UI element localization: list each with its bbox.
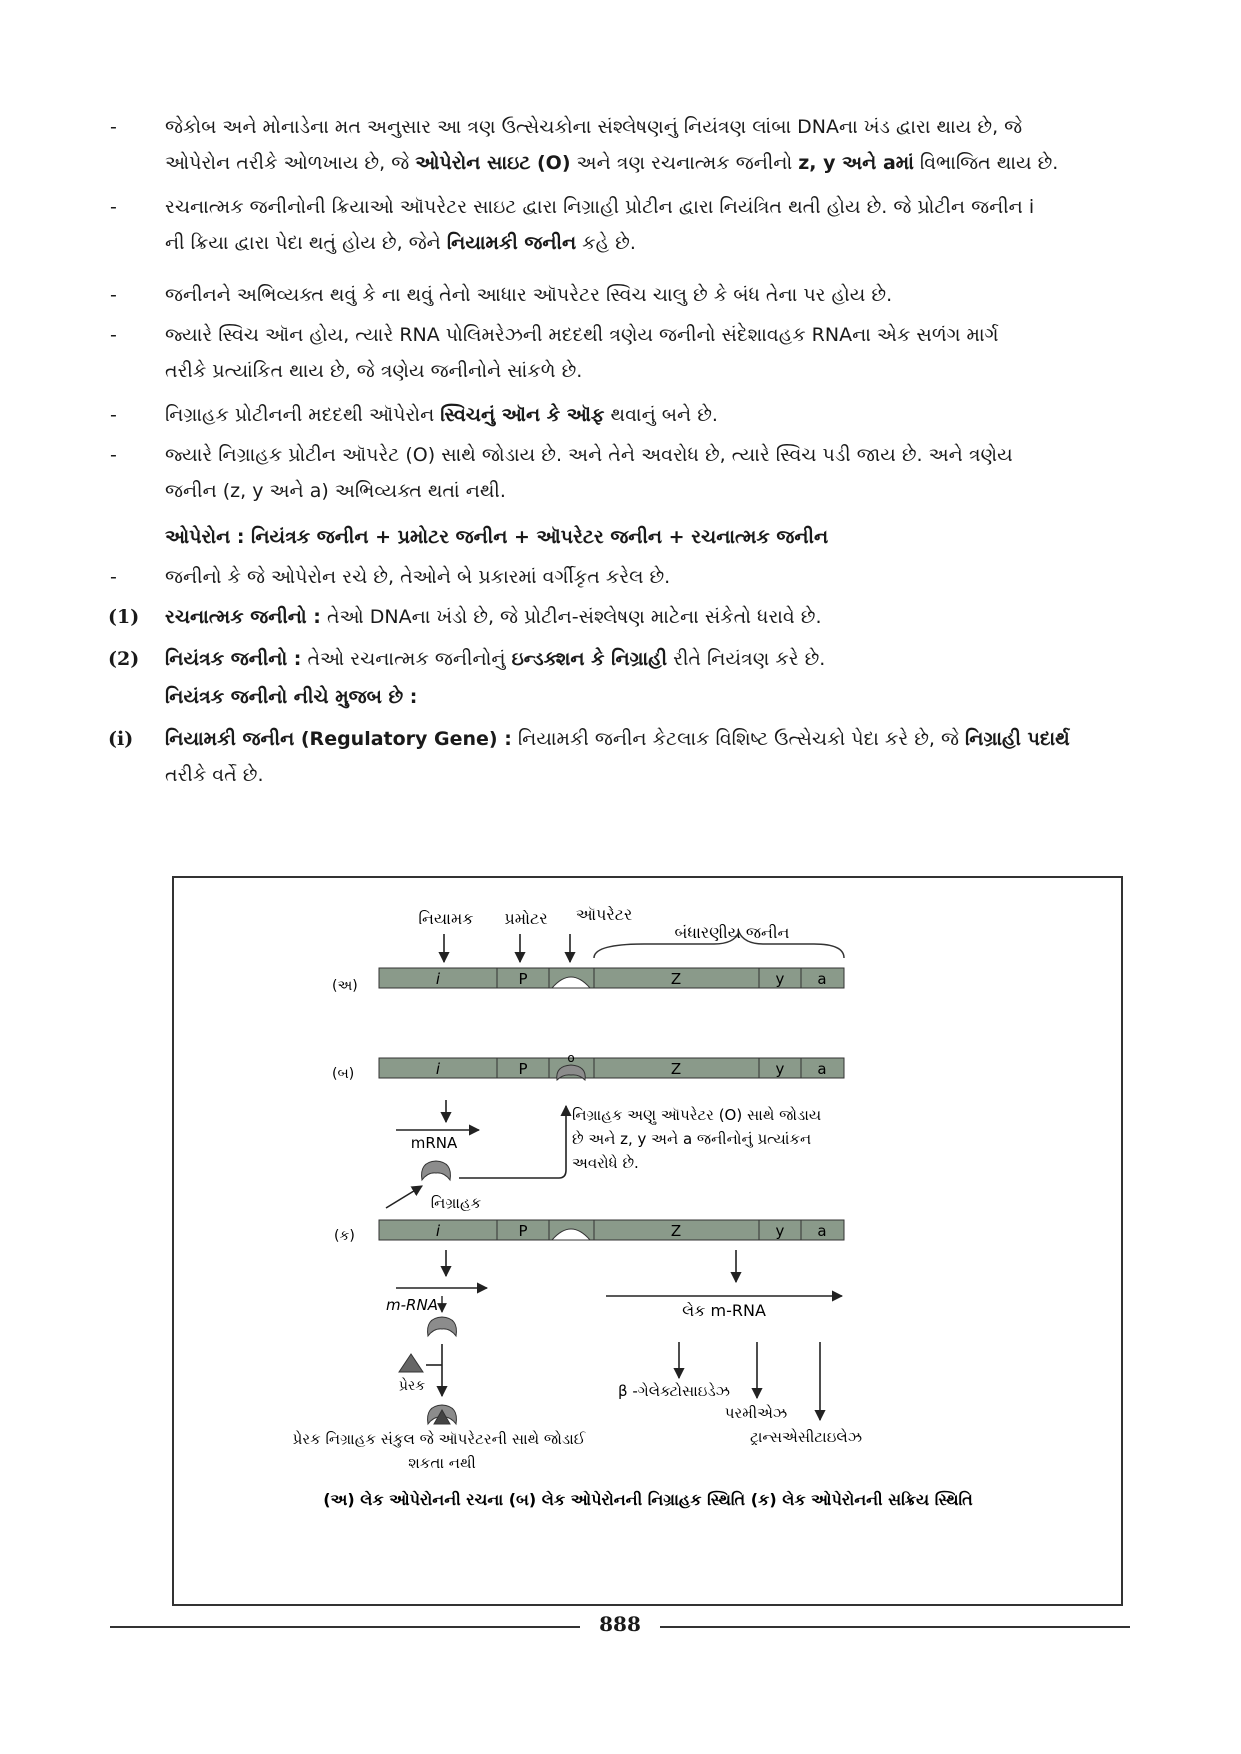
paragraph-line (165, 686, 417, 708)
text-run: જનીન (z, y અને a) અભિવ્યક્ત થતાં નથી. (165, 480, 506, 502)
bold-text: z, y અને aમાં (798, 152, 914, 174)
paragraph-line (165, 648, 825, 670)
footer-rule-right (660, 1626, 1130, 1628)
promoter-label: પ્રમોટર (504, 909, 548, 928)
paragraph-line (165, 116, 1022, 138)
bullet-dash: - (110, 324, 117, 346)
bullet-dash: - (110, 566, 117, 588)
seg-o-b: o (567, 1051, 575, 1065)
seg-a-b: a (817, 1060, 827, 1078)
text-run: જ્યારે નિગ્રાહક પ્રોટીન ઑપરેટ (O) સાથે જોડાય છે. અને તેને અવરોધ છે, ત્યારે સ્વિચ પડી જાય છે. અને ત્રણેય (165, 444, 1013, 466)
text-run: અને ત્રણ રચનાત્મક જનીનો (570, 152, 799, 174)
transacetylase-label: ટ્રાન્સએસીટાઇલેઝ (749, 1428, 863, 1446)
structural-genes-label: બંધારણીય જનીન (674, 923, 790, 942)
repressor-note-3: અવરોધે છે. (572, 1154, 639, 1172)
seg-y-c: y (775, 1222, 785, 1240)
row-a-label: (અ) (332, 978, 358, 994)
complex-note-1: પ્રેરક નિગ્રાહક સંકુલ જે ઑપરેટરની સાથે જોડાઈ (292, 1430, 586, 1448)
item-marker: (i) (108, 728, 134, 750)
row-c-label: (ક) (334, 1228, 355, 1244)
repressor-note-2: છે અને z, y અને a જનીનોનું પ્રત્યાંકન (572, 1130, 812, 1148)
text-run: તરીકે પ્રત્યાંકિત થાય છે, જે ત્રણેય જનીનોને સાંકળે છે. (165, 360, 583, 382)
bold-text: નિયામકી જનીન (Regulatory Gene) : (165, 728, 512, 750)
text-run: જ્યારે સ્વિચ ઑન હોય, ત્યારે RNA પોલિમરેઝની મદદથી ત્રણેય જનીનો સંદેશાવહક RNAના એક સળંગ માર્ગ (165, 324, 999, 346)
paragraph-line (165, 284, 892, 306)
text-run: નિગ્રાહક પ્રોટીનની મદદથી ઑપેરોન (165, 404, 441, 426)
paragraph-line (165, 728, 1070, 750)
bullet-dash: - (110, 444, 117, 466)
inducer-triangle (399, 1354, 423, 1372)
text-run: તરીકે વર્તે છે. (165, 764, 264, 786)
gene-bar-b (379, 1058, 844, 1078)
bold-text: નિયામકી જનીન (446, 232, 577, 254)
bold-text: નિગ્રાહી પદાર્થ (965, 728, 1070, 750)
bullet-dash: - (110, 404, 117, 426)
complex-note-2: શકતા નથી (408, 1454, 476, 1472)
bold-text: નિયંત્રક જનીનો નીચે મુજબ છે : (165, 686, 418, 708)
paragraph-line (165, 196, 1034, 218)
text-run: વિભાજિત થાય છે. (913, 152, 1059, 174)
operon-diagram (174, 878, 1121, 1604)
figure-caption: (અ) લેક ઓપેરોનની રચના (બ) લેક ઓપેરોનની નિગ્રાહક સ્થિતિ (ક) લેક ઓપેરોનની સક્રિય સ્થિતિ (323, 1490, 973, 1509)
operator-label: ઑપરેટર (575, 905, 633, 924)
seg-i-b: i (435, 1060, 441, 1078)
text-run: થવાનું બને છે. (604, 404, 718, 426)
lac-operon-figure (172, 876, 1123, 1606)
paragraph-line (165, 526, 828, 548)
mrna-b-label: mRNA (410, 1134, 458, 1152)
bold-text: નિયંત્રક જનીનો : (165, 648, 302, 670)
permease-label: પરમીએઝ (724, 1404, 788, 1422)
row-b-label: (બ) (332, 1066, 355, 1082)
text-run: રચનાત્મક જનીનોની ક્રિયાઓ ઑપરેટર સાઇટ દ્વારા નિગ્રાહી પ્રોટીન દ્વારા નિયંત્રિત થતી હોય છે. જે પ્રોટીન જનીન i (165, 196, 1035, 218)
paragraph-line (165, 764, 264, 786)
repressor-to-operator-arrow (459, 1106, 566, 1178)
text-run: નિયામકી જનીન કેટલાક વિશિષ્ટ ઉત્સેચકો પેદા કરે છે, જે (511, 728, 965, 750)
seg-a-a: a (817, 970, 827, 988)
text-run: તેઓ રચનાત્મક જનીનોનું (301, 648, 512, 670)
bold-text: રચનાત્મક જનીનો : (165, 606, 321, 628)
item-marker: (1) (108, 606, 140, 628)
seg-p-b: P (518, 1060, 528, 1078)
repressor-label: નિગ્રાહક (430, 1194, 482, 1212)
repressor-c (428, 1317, 457, 1336)
item-marker: (2) (108, 648, 140, 670)
repressor-diag-arrow (386, 1186, 422, 1208)
seg-p-a: P (518, 970, 528, 988)
seg-z-a: Z (670, 970, 682, 988)
seg-i-c: i (435, 1222, 441, 1240)
mrna-c-label: m-RNA (386, 1296, 438, 1314)
bullet-dash: - (110, 116, 117, 138)
seg-i-a: i (435, 970, 441, 988)
paragraph-line (165, 360, 582, 382)
paragraph-line (165, 606, 822, 628)
seg-z-b: Z (670, 1060, 682, 1078)
lac-mrna-label: લેક m-RNA (682, 1301, 766, 1320)
regulator-label: નિયામક (418, 909, 474, 928)
paragraph-line (165, 480, 506, 502)
paragraph-line (165, 566, 670, 588)
bold-text: ઓપેરોન સાઇટ (O) (415, 152, 571, 174)
galactosidase-label: β -ગેલેક્ટોસાઇડેઝ (618, 1382, 730, 1400)
seg-z-c: Z (670, 1222, 682, 1240)
seg-y-b: y (775, 1060, 785, 1078)
page-number: 888 (599, 1612, 641, 1636)
text-run: ની ક્રિયા દ્વારા પેદા થતું હોય છે, જેને (165, 232, 447, 254)
seg-y-a: y (775, 970, 785, 988)
paragraph-line (165, 324, 999, 346)
text-run: તેઓ DNAના ખંડો છે, જે પ્રોટીન-સંશ્લેષણ માટેના સંકેતો ધરાવે છે. (320, 606, 822, 628)
text-run: રીતે નિયંત્રણ કરે છે. (667, 648, 826, 670)
text-run: કહે છે. (576, 232, 636, 254)
gene-bar-a (379, 968, 844, 988)
bold-text: ઇન્ડક્શન કે નિગ્રાહી (511, 648, 668, 670)
paragraph-line (165, 444, 1013, 466)
text-run: ઓપેરોન તરીકે ઓળખાય છે, જે (165, 152, 416, 174)
bullet-dash: - (110, 196, 117, 218)
paragraph-line (165, 232, 636, 254)
seg-a-c: a (817, 1222, 827, 1240)
inducer-label: પ્રેરક (398, 1378, 426, 1394)
bullet-dash: - (110, 284, 117, 306)
bold-text: સ્વિચનું ઑન કે ઑફ (440, 404, 605, 426)
seg-p-c: P (518, 1222, 528, 1240)
footer-rule-left (110, 1626, 580, 1628)
free-repressor (422, 1161, 451, 1180)
text-run: જનીનને અભિવ્યક્ત થવું કે ના થવું તેનો આધાર ઑપરેટર સ્વિચ ચાલુ છે કે બંધ તેના પર હોય છે. (165, 284, 893, 306)
paragraph-line (165, 404, 718, 426)
gene-bar-c (379, 1220, 844, 1240)
text-run: જનીનો કે જે ઓપેરોન રચે છે, તેઓને બે પ્રકારમાં વર્ગીકૃત કરેલ છે. (165, 566, 671, 588)
text-run: જેકોબ અને મોનાડેના મત અનુસાર આ ત્રણ ઉત્સેચકોના સંશ્લેષણનું નિયંત્રણ લાંબા DNAના ખંડ દ્વારા થાય છે, જે (165, 116, 1023, 138)
bold-text: ઓપેરોન : નિયંત્રક જનીન + પ્રમોટર જનીન + ઑપરેટર જનીન + રચનાત્મક જનીન (165, 526, 829, 548)
paragraph-line (165, 152, 1058, 174)
repressor-note-1: નિગ્રાહક અણુ ઑપરેટર (O) સાથે જોડાય (572, 1106, 822, 1124)
